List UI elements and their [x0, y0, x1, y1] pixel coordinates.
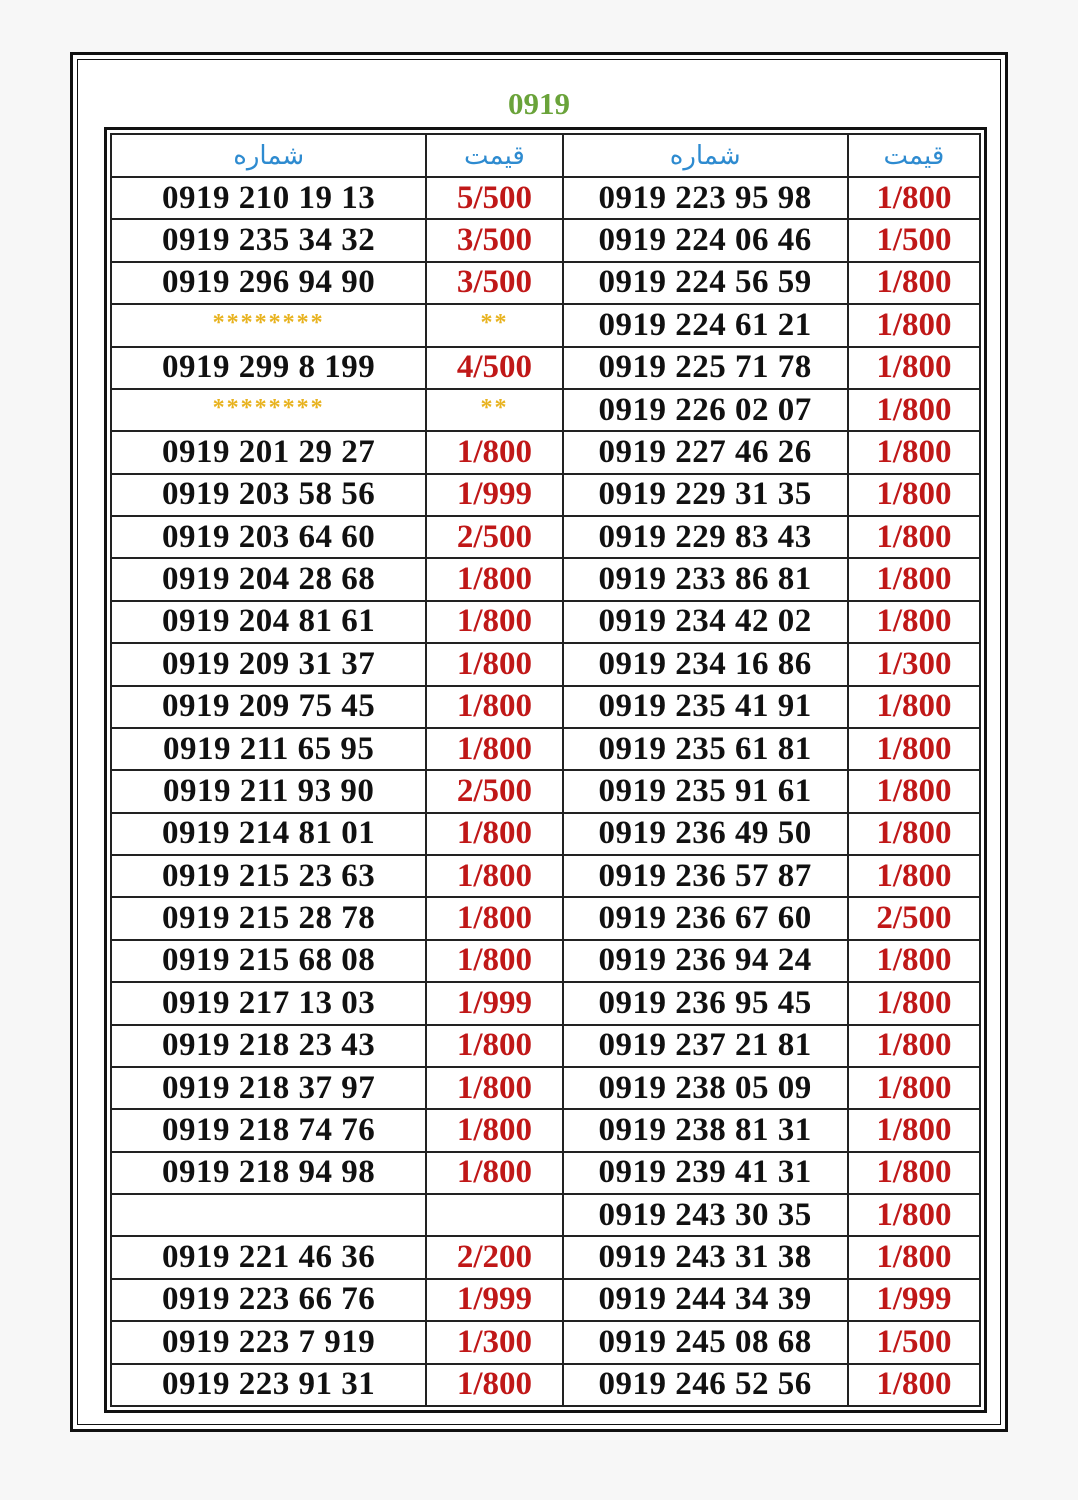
cell-price-left: 2/500 — [426, 516, 562, 558]
cell-price-right: 1/800 — [848, 1109, 980, 1151]
cell-price-right: 2/500 — [848, 897, 980, 939]
cell-price-left: 1/800 — [426, 1025, 562, 1067]
cell-number-left: 0919 204 28 68 — [111, 558, 426, 600]
cell-price-left: 1/800 — [426, 431, 562, 473]
cell-price-left: 1/999 — [426, 474, 562, 516]
table-row — [111, 728, 980, 770]
cell-number-right: 0919 224 06 46 — [563, 219, 848, 261]
header-price-right: قیمت — [848, 134, 980, 177]
cell-number-left: 0919 223 7 919 — [111, 1321, 426, 1363]
table-row — [111, 219, 980, 261]
cell-number-right: 0919 243 30 35 — [563, 1194, 848, 1236]
cell-price-right: 1/800 — [848, 601, 980, 643]
cell-price-right: 1/500 — [848, 219, 980, 261]
cell-price-left: 1/800 — [426, 1152, 562, 1194]
cell-price-right: 1/800 — [848, 558, 980, 600]
cell-number-left: 0919 203 58 56 — [111, 474, 426, 516]
table-row — [111, 897, 980, 939]
cell-price-left: 1/800 — [426, 940, 562, 982]
cell-price-right: 1/800 — [848, 304, 980, 346]
table-row — [111, 262, 980, 304]
cell-number-left: 0919 209 75 45 — [111, 686, 426, 728]
table-row — [111, 940, 980, 982]
header-price-left: قیمت — [426, 134, 562, 177]
cell-number-right: 0919 237 21 81 — [563, 1025, 848, 1067]
cell-number-right: 0919 236 57 87 — [563, 855, 848, 897]
cell-number-left: 0919 218 37 97 — [111, 1067, 426, 1109]
cell-number-right: 0919 243 31 38 — [563, 1236, 848, 1278]
table-row — [111, 770, 980, 812]
cell-number-left: 0919 203 64 60 — [111, 516, 426, 558]
price-table — [110, 133, 981, 1407]
table-row — [111, 982, 980, 1024]
cell-price-right: 1/800 — [848, 1364, 980, 1407]
cell-price-left: 2/200 — [426, 1236, 562, 1278]
cell-price-right: 1/800 — [848, 855, 980, 897]
cell-number-right: 0919 244 34 39 — [563, 1279, 848, 1321]
cell-price-right: 1/800 — [848, 431, 980, 473]
cell-price-left: 1/300 — [426, 1321, 562, 1363]
table-row — [111, 686, 980, 728]
cell-number-left: 0919 223 66 76 — [111, 1279, 426, 1321]
cell-price-left: 3/500 — [426, 262, 562, 304]
cell-number-left: 0919 204 81 61 — [111, 601, 426, 643]
table-row — [111, 1279, 980, 1321]
cell-price-left: 1/800 — [426, 813, 562, 855]
cell-price-left: ** — [426, 389, 562, 431]
cell-number-right: 0919 226 02 07 — [563, 389, 848, 431]
cell-number-right: 0919 235 91 61 — [563, 770, 848, 812]
cell-number-left: 0919 296 94 90 — [111, 262, 426, 304]
table-row — [111, 431, 980, 473]
cell-number-right: 0919 238 81 31 — [563, 1109, 848, 1151]
cell-price-right: 1/800 — [848, 347, 980, 389]
table-row — [111, 177, 980, 219]
cell-number-right: 0919 229 83 43 — [563, 516, 848, 558]
table-body — [111, 177, 980, 1406]
table-row — [111, 1236, 980, 1278]
cell-price-left: ** — [426, 304, 562, 346]
cell-number-left: 0919 211 65 95 — [111, 728, 426, 770]
cell-number-left: 0919 201 29 27 — [111, 431, 426, 473]
page-title: 0919 — [508, 86, 570, 121]
table-row — [111, 304, 980, 346]
cell-price-right: 1/800 — [848, 516, 980, 558]
table-row — [111, 813, 980, 855]
cell-price-right: 1/800 — [848, 1067, 980, 1109]
cell-number-right: 0919 225 71 78 — [563, 347, 848, 389]
cell-number-left: 0919 210 19 13 — [111, 177, 426, 219]
cell-number-right: 0919 234 42 02 — [563, 601, 848, 643]
table-row — [111, 558, 980, 600]
cell-price-right: 1/800 — [848, 177, 980, 219]
page-inner-border — [77, 59, 1001, 1425]
table-row — [111, 516, 980, 558]
cell-number-right: 0919 235 41 91 — [563, 686, 848, 728]
cell-number-right: 0919 238 05 09 — [563, 1067, 848, 1109]
cell-number-left: ******** — [111, 389, 426, 431]
header-number-right: شماره — [563, 134, 848, 177]
table-row — [111, 474, 980, 516]
table-row — [111, 855, 980, 897]
cell-price-left — [426, 1194, 562, 1236]
table-row — [111, 347, 980, 389]
cell-price-left: 1/999 — [426, 982, 562, 1024]
cell-number-right: 0919 245 08 68 — [563, 1321, 848, 1363]
cell-number-right: 0919 224 61 21 — [563, 304, 848, 346]
cell-number-left: 0919 235 34 32 — [111, 219, 426, 261]
cell-price-left: 1/800 — [426, 1364, 562, 1407]
cell-price-left: 1/800 — [426, 601, 562, 643]
price-list-page — [70, 52, 1008, 1432]
cell-price-left: 1/800 — [426, 897, 562, 939]
cell-number-right: 0919 235 61 81 — [563, 728, 848, 770]
cell-number-right: 0919 234 16 86 — [563, 643, 848, 685]
cell-price-left: 3/500 — [426, 219, 562, 261]
cell-number-right: 0919 233 86 81 — [563, 558, 848, 600]
cell-price-left: 1/800 — [426, 855, 562, 897]
cell-price-right: 1/800 — [848, 728, 980, 770]
cell-number-left: 0919 218 74 76 — [111, 1109, 426, 1151]
cell-price-left: 1/800 — [426, 1109, 562, 1151]
cell-price-right: 1/800 — [848, 982, 980, 1024]
table-row — [111, 1364, 980, 1407]
table-row — [111, 389, 980, 431]
cell-price-left: 1/800 — [426, 728, 562, 770]
cell-price-right: 1/800 — [848, 389, 980, 431]
cell-price-right: 1/800 — [848, 1194, 980, 1236]
table-row — [111, 601, 980, 643]
cell-price-right: 1/800 — [848, 262, 980, 304]
table-row — [111, 1109, 980, 1151]
cell-price-right: 1/800 — [848, 770, 980, 812]
cell-price-left: 4/500 — [426, 347, 562, 389]
cell-price-left: 5/500 — [426, 177, 562, 219]
table-row — [111, 1321, 980, 1363]
cell-number-left — [111, 1194, 426, 1236]
cell-price-right: 1/500 — [848, 1321, 980, 1363]
header-number-left: شماره — [111, 134, 426, 177]
cell-price-left: 1/800 — [426, 558, 562, 600]
cell-number-left: 0919 221 46 36 — [111, 1236, 426, 1278]
cell-price-right: 1/800 — [848, 1025, 980, 1067]
header-row — [111, 134, 980, 177]
cell-number-left: 0919 215 23 63 — [111, 855, 426, 897]
cell-price-left: 1/800 — [426, 1067, 562, 1109]
cell-number-left: 0919 218 94 98 — [111, 1152, 426, 1194]
cell-number-left: 0919 211 93 90 — [111, 770, 426, 812]
cell-price-right: 1/800 — [848, 1236, 980, 1278]
cell-price-left: 2/500 — [426, 770, 562, 812]
cell-price-right: 1/800 — [848, 686, 980, 728]
table-row — [111, 1025, 980, 1067]
cell-number-left: 0919 215 68 08 — [111, 940, 426, 982]
cell-price-right: 1/800 — [848, 474, 980, 516]
table-row — [111, 643, 980, 685]
cell-number-right: 0919 239 41 31 — [563, 1152, 848, 1194]
cell-price-right: 1/999 — [848, 1279, 980, 1321]
cell-number-left: 0919 214 81 01 — [111, 813, 426, 855]
cell-price-left: 1/999 — [426, 1279, 562, 1321]
cell-number-left: 0919 209 31 37 — [111, 643, 426, 685]
cell-number-right: 0919 236 94 24 — [563, 940, 848, 982]
cell-number-right: 0919 223 95 98 — [563, 177, 848, 219]
cell-number-left: 0919 218 23 43 — [111, 1025, 426, 1067]
cell-number-right: 0919 236 49 50 — [563, 813, 848, 855]
cell-number-right: 0919 246 52 56 — [563, 1364, 848, 1407]
cell-number-right: 0919 224 56 59 — [563, 262, 848, 304]
cell-number-left: 0919 217 13 03 — [111, 982, 426, 1024]
cell-price-right: 1/800 — [848, 1152, 980, 1194]
cell-price-left: 1/800 — [426, 686, 562, 728]
cell-number-right: 0919 227 46 26 — [563, 431, 848, 473]
price-table-frame — [104, 127, 987, 1413]
table-row — [111, 1194, 980, 1236]
cell-price-right: 1/800 — [848, 813, 980, 855]
cell-number-right: 0919 236 67 60 — [563, 897, 848, 939]
cell-price-left: 1/800 — [426, 643, 562, 685]
cell-number-right: 0919 236 95 45 — [563, 982, 848, 1024]
cell-number-right: 0919 229 31 35 — [563, 474, 848, 516]
cell-number-left: 0919 215 28 78 — [111, 897, 426, 939]
cell-number-left: ******** — [111, 304, 426, 346]
cell-price-right: 1/300 — [848, 643, 980, 685]
cell-price-right: 1/800 — [848, 940, 980, 982]
table-row — [111, 1152, 980, 1194]
cell-number-left: 0919 299 8 199 — [111, 347, 426, 389]
table-row — [111, 1067, 980, 1109]
cell-number-left: 0919 223 91 31 — [111, 1364, 426, 1407]
